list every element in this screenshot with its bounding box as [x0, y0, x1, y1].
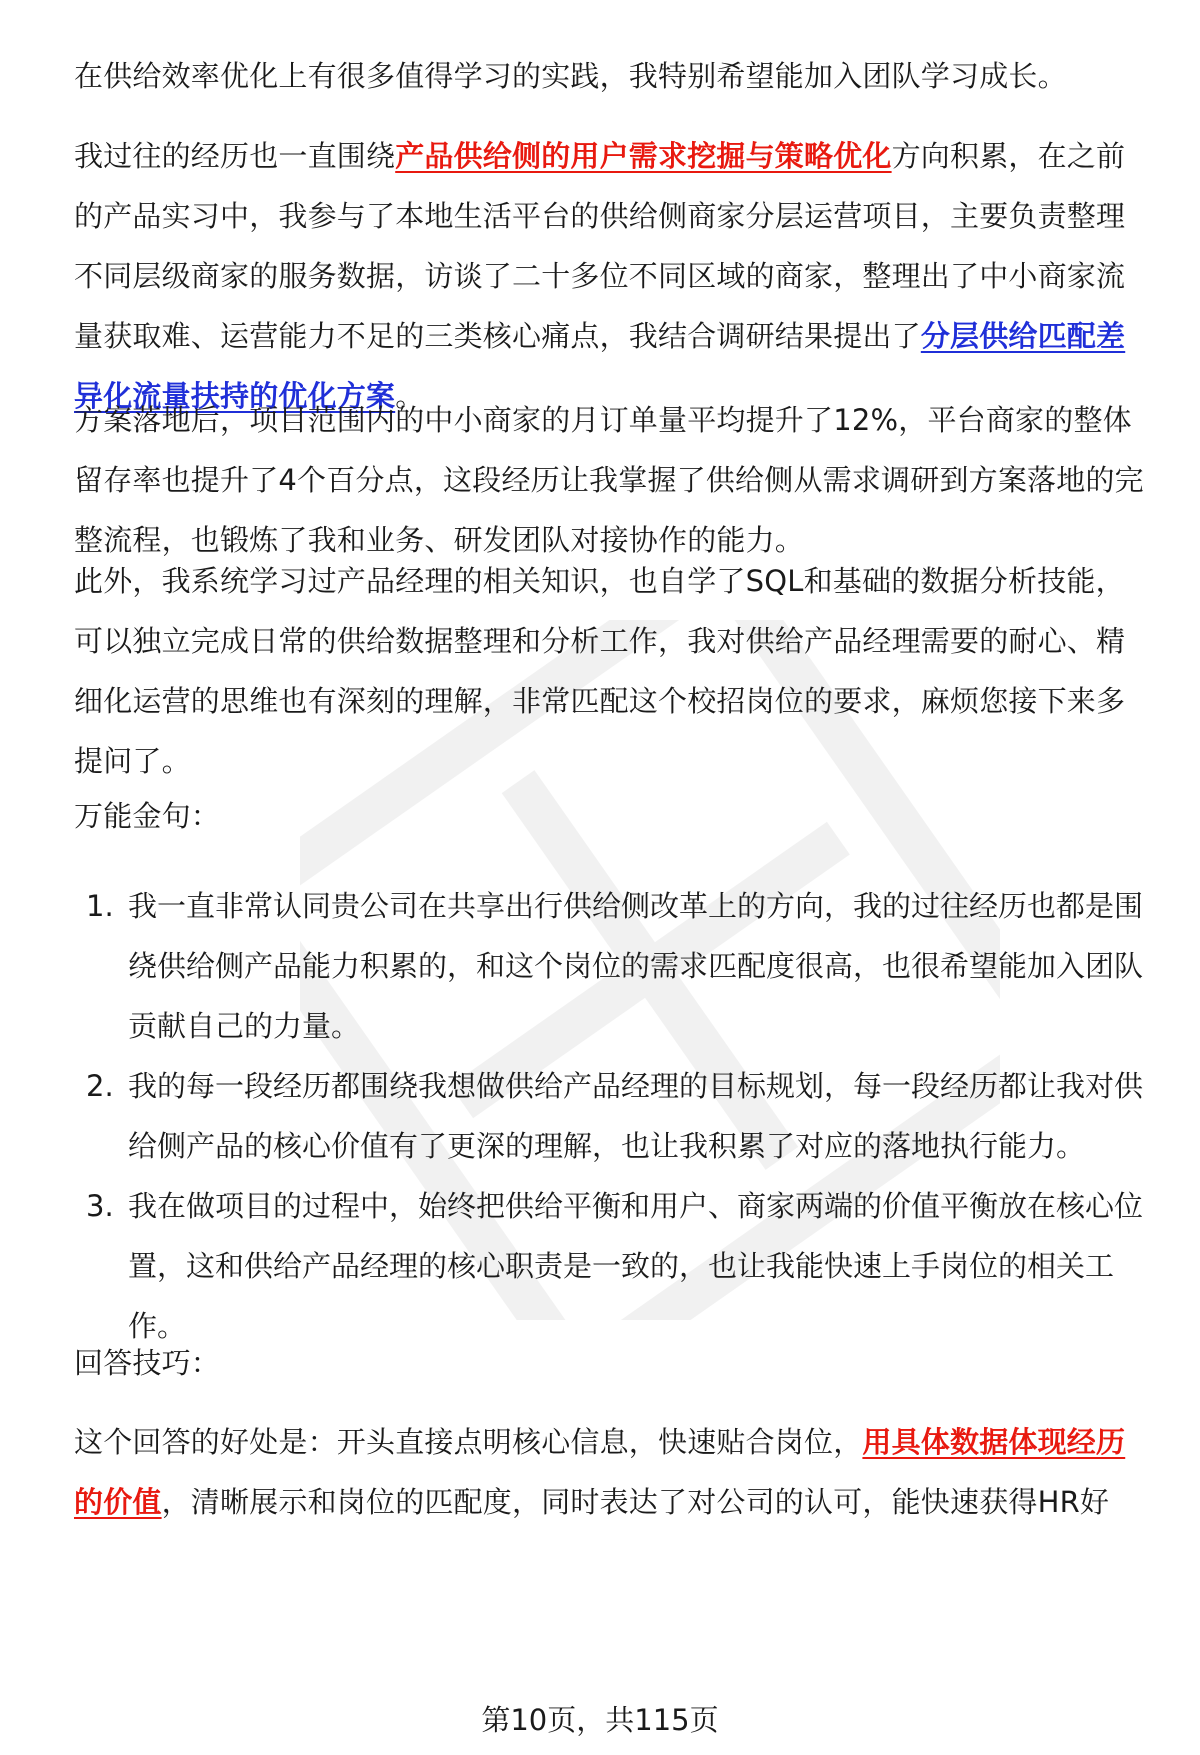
- paragraph-tips: [74, 1412, 1150, 1532]
- list-item: [74, 1056, 1150, 1176]
- section-heading: 万能金句：: [74, 799, 221, 833]
- paragraph-text: 。: [395, 379, 425, 413]
- highlight-red: 用具体数据体现经历的价值: [74, 1425, 1126, 1519]
- highlight-red: 产品供给侧的用户需求挖掘与策略优化: [395, 139, 892, 173]
- paragraph-text: 这个回答的好处是：开头直接点明核心信息，快速贴合岗位，: [74, 1425, 863, 1459]
- section-heading: 回答技巧：: [74, 1346, 221, 1380]
- paragraph-text: 方案落地后，项目范围内的中小商家的月订单量平均提升了12%，平台商家的整体留存率也提升了4个百分点，这段经历让我掌握了供给侧从需求调研到方案落地的完整流程，也锻炼了我和业务、研发团队对接协作的能力。: [74, 403, 1144, 557]
- list-item: [74, 876, 1150, 1056]
- paragraph-text: ，清晰展示和岗位的匹配度，同时表达了对公司的认可，能快速获得HR好: [161, 1485, 1110, 1519]
- list-text: 我一直非常认同贵公司在共享出行供给侧改革上的方向，我的过往经历也都是围绕供给侧产品能力积累的，和这个岗位的需求匹配度很高，也很希望能加入团队贡献自己的力量。: [128, 889, 1144, 1043]
- golden-list: [74, 876, 1150, 1356]
- list-number: 3.: [86, 1189, 114, 1223]
- paragraph-text: 在供给效率优化上有很多值得学习的实践，我特别希望能加入团队学习成长。: [74, 59, 1067, 93]
- tips-heading: [74, 1333, 1150, 1393]
- page-number: 第10页，共115页: [481, 1703, 719, 1737]
- paragraph-text: 此外，我系统学习过产品经理的相关知识，也自学了SQL和基础的数据分析技能，可以独立完成日常的供给数据整理和分析工作，我对供给产品经理需要的耐心、精细化运营的思维也有深刻的理解，非常匹配这个校招岗位的要求，麻烦您接下来多提问了。: [74, 564, 1126, 778]
- page-number-footer: [0, 1700, 1200, 1740]
- paragraph-text: 方向积累，在之前的产品实习中，我参与了本地生活平台的供给侧商家分层运营项目，主要负责整理不同层级商家的服务数据，访谈了二十多位不同区域的商家，整理出了中小商家流量获取难、运营能力不足的三类核心痛点，我结合调研结果提出了: [74, 139, 1126, 353]
- paragraph-intro-tail: [74, 46, 1150, 106]
- list-number: 2.: [86, 1069, 114, 1103]
- golden-heading: [74, 786, 1150, 846]
- paragraph-results: [74, 390, 1150, 570]
- list-number: 1.: [86, 889, 114, 923]
- list-text: 我在做项目的过程中，始终把供给平衡和用户、商家两端的价值平衡放在核心位置，这和供给产品经理的核心职责是一致的，也让我能快速上手岗位的相关工作。: [128, 1189, 1144, 1343]
- highlight-blue: 分层供给匹配差异化流量扶持的优化方案: [74, 319, 1126, 413]
- list-text: 我的每一段经历都围绕我想做供给产品经理的目标规划，每一段经历都让我对供给侧产品的核心价值有了更深的理解，也让我积累了对应的落地执行能力。: [128, 1069, 1144, 1163]
- paragraph-text: 我过往的经历也一直围绕: [74, 139, 396, 173]
- paragraph-skills: [74, 551, 1150, 791]
- list-item: [74, 1176, 1150, 1356]
- paragraph-experience: [74, 126, 1150, 426]
